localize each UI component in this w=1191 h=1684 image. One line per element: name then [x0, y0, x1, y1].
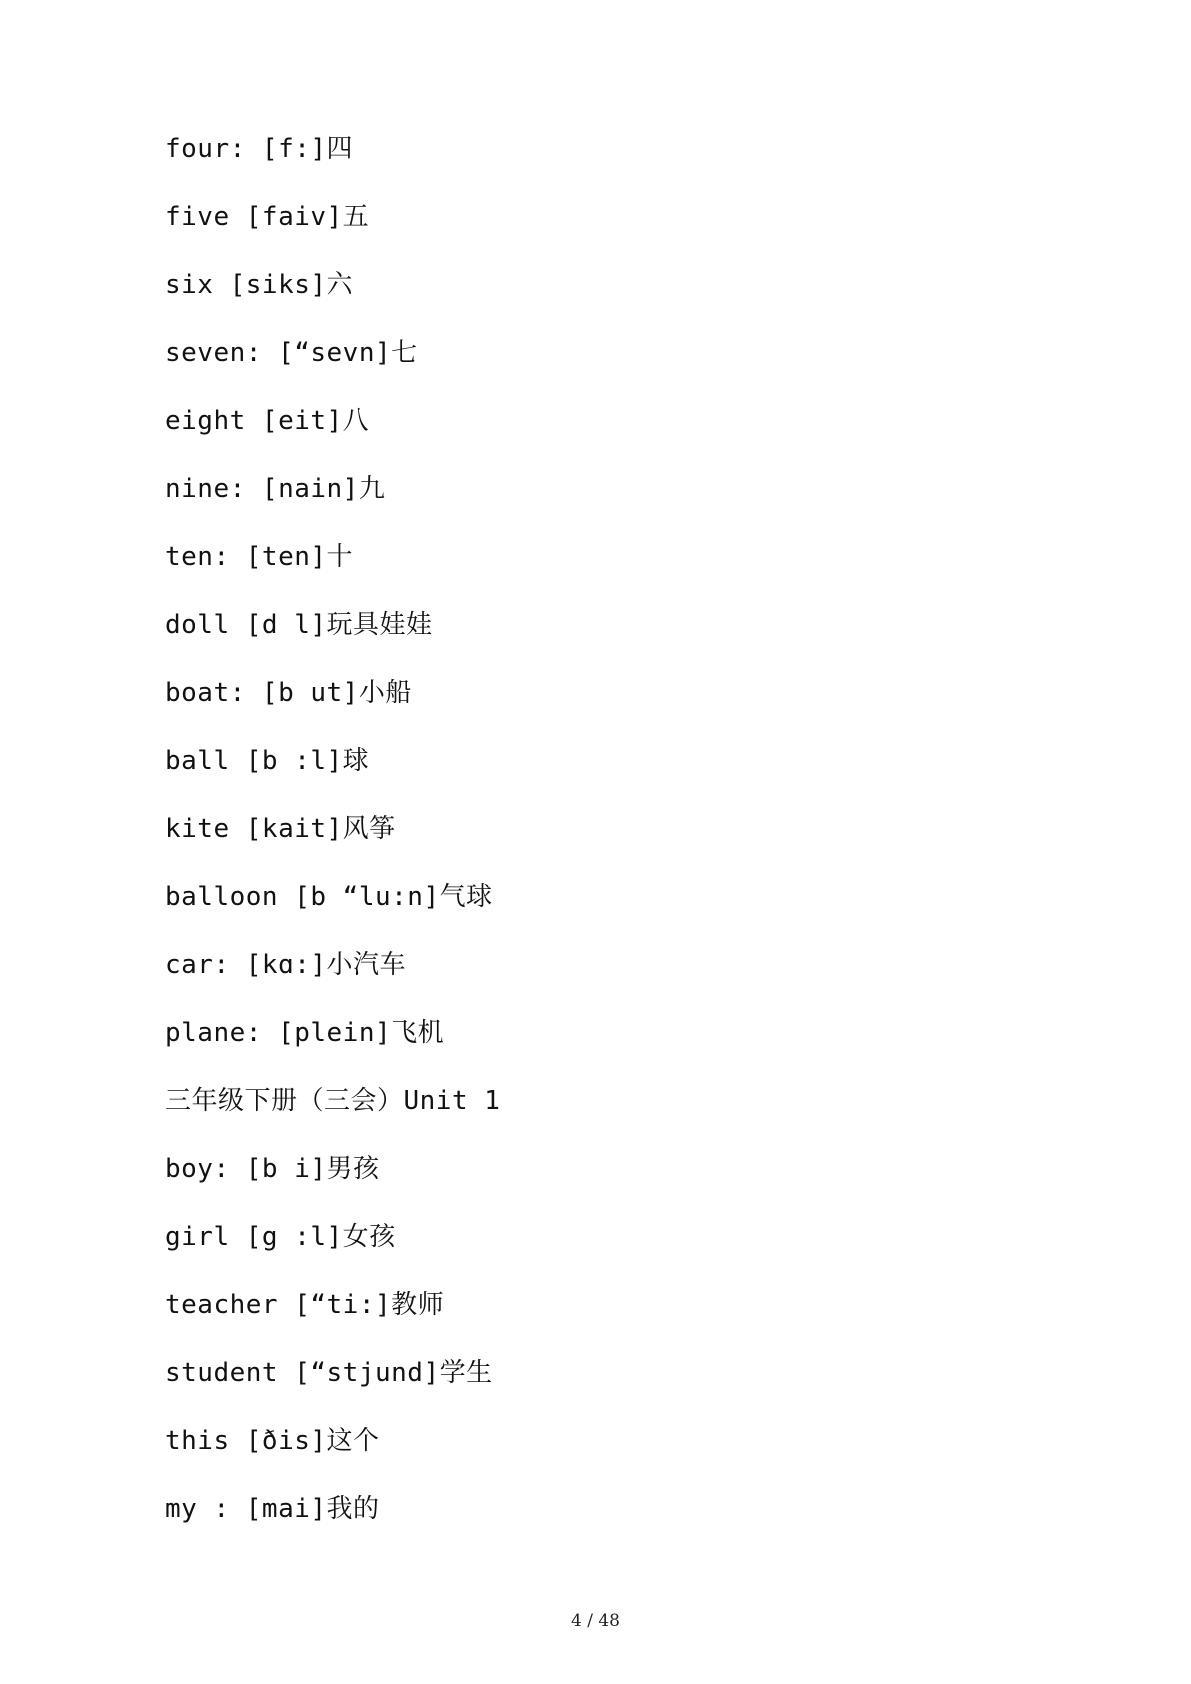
vocab-line: ten: [ten]十 [165, 542, 354, 572]
vocab-line: teacher [“ti:]教师 [165, 1290, 445, 1320]
vocab-line: nine: [nain]九 [165, 474, 386, 504]
vocab-line: girl [g :l]女孩 [165, 1222, 396, 1252]
vocab-line: four: [f:]四 [165, 134, 354, 164]
vocab-line: my : [mai]我的 [165, 1494, 380, 1524]
vocab-line: five [faiv]五 [165, 202, 370, 232]
vocab-line: kite [kait]风筝 [165, 814, 396, 844]
vocab-line: six [siks]六 [165, 270, 354, 300]
vocab-line: boat: [b ut]小船 [165, 678, 412, 708]
page-number: 4 / 48 [571, 1611, 620, 1631]
vocab-line: boy: [b i]男孩 [165, 1154, 380, 1184]
vocab-line: balloon [b “lu:n]气球 [165, 882, 493, 912]
vocab-line: eight [eit]八 [165, 406, 370, 436]
section-heading: 三年级下册（三会）Unit 1 [165, 1086, 501, 1116]
vocab-line: plane: [plein]飞机 [165, 1018, 445, 1048]
vocab-line: car: [kɑ:]小汽车 [165, 950, 407, 980]
vocab-line: student [“stjund]学生 [165, 1358, 493, 1388]
vocab-line: this [ðis]这个 [165, 1426, 380, 1456]
vocabulary-list [165, 132, 1065, 1560]
vocab-line: doll [d l]玩具娃娃 [165, 610, 433, 640]
vocab-line: ball [b :l]球 [165, 746, 370, 776]
vocab-line: seven: [“sevn]七 [165, 338, 418, 368]
